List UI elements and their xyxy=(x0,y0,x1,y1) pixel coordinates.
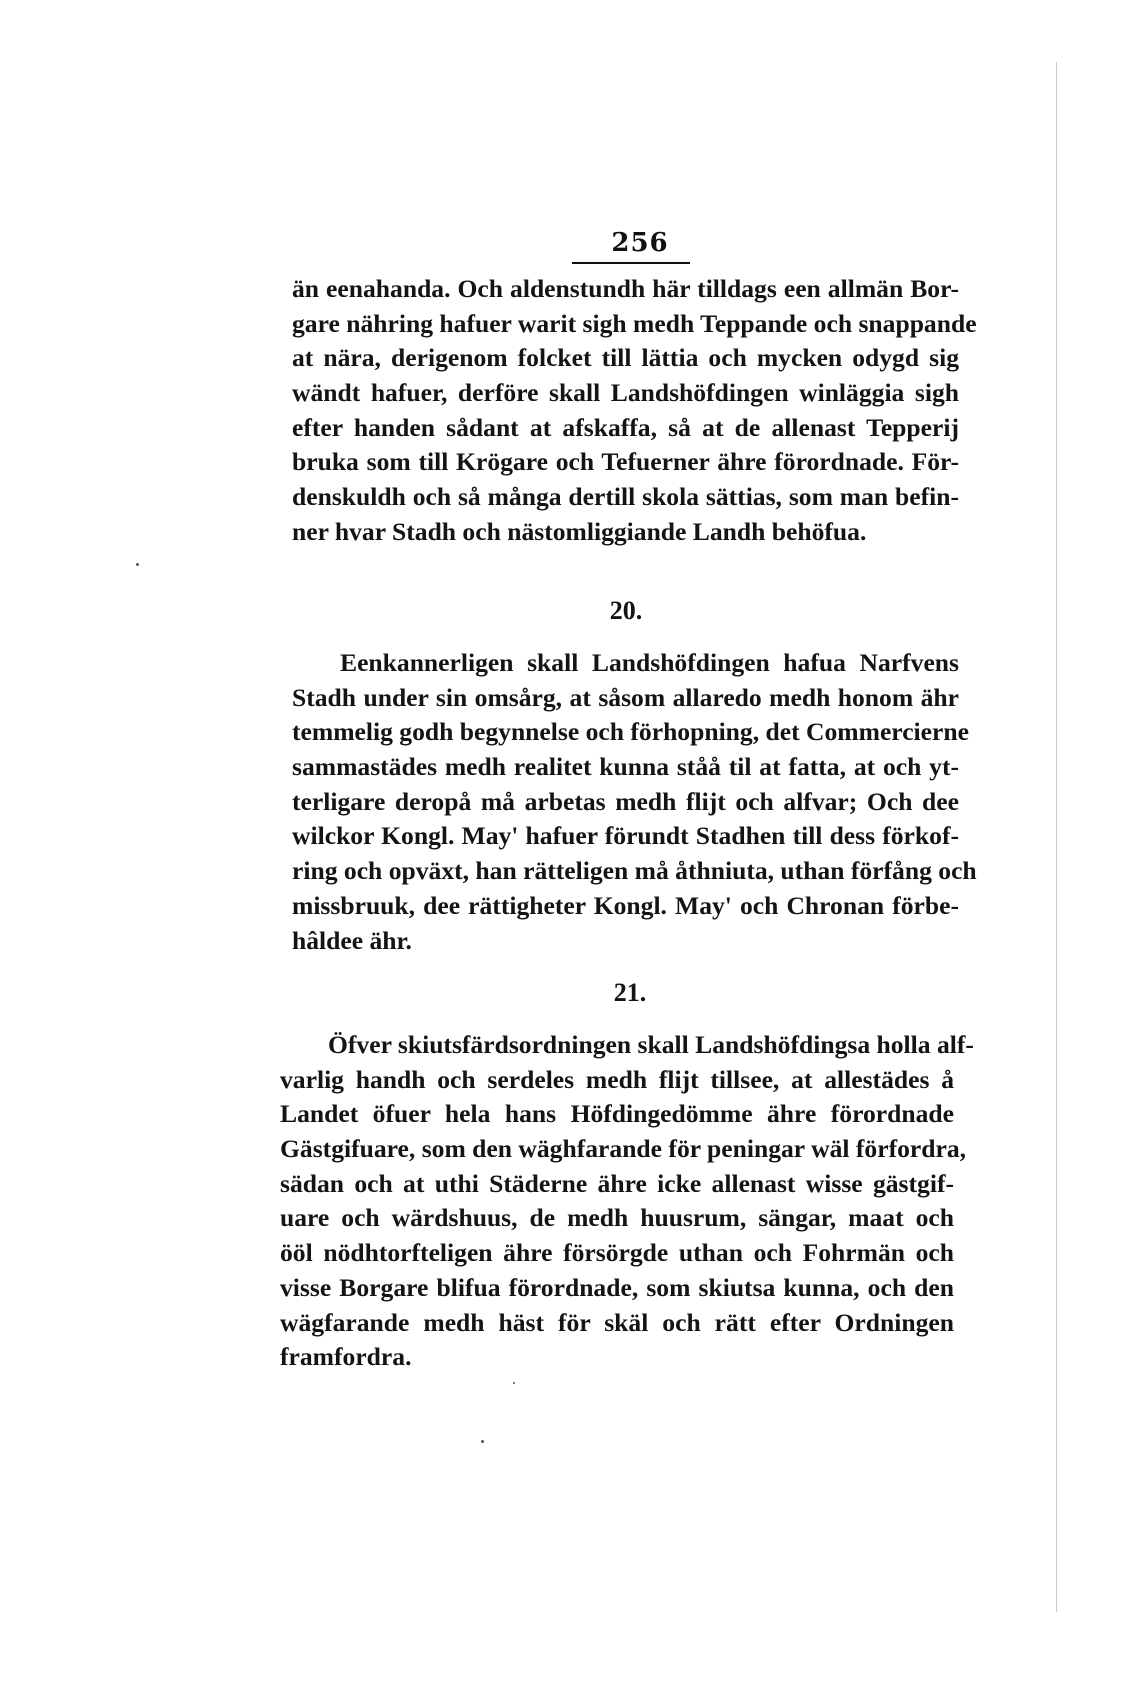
text-line: wändt hafuer, derföre skall Landshöfdingen winläggia sigh xyxy=(292,378,959,408)
text-line: bruka som till Krögare och Tefuerner ähre förordnade. För- xyxy=(292,447,959,477)
text-line: efter handen sådant at afskaffa, så at de allenast Tepperij xyxy=(292,412,959,442)
page-number: 256 xyxy=(611,228,669,258)
page-edge-line xyxy=(1056,62,1057,1612)
continuation-paragraph xyxy=(292,272,977,550)
text-line: Öfver skiutsfärdsordningen skall Landshöfdingsa holla alf- xyxy=(328,1030,974,1059)
text-line: hâldee ähr. xyxy=(292,925,412,955)
text-line: än eenahanda. Och aldenstundh här tilldags een allmän Bor- xyxy=(292,274,959,303)
text-line: visse Borgare blifua förordnade, som skiutsa kunna, och den xyxy=(280,1272,954,1302)
section-20-paragraph xyxy=(292,646,977,958)
text-line: ner hvar Stadh och nästomliggiande Landh behöfua. xyxy=(292,516,867,546)
text-line: framfordra. xyxy=(280,1342,412,1372)
text-line: varlig handh och serdeles medh flijt tillsee, at allestädes å xyxy=(280,1064,954,1094)
scan-speck xyxy=(136,563,139,566)
scan-speck xyxy=(513,1382,515,1384)
section-number-21: 21. xyxy=(613,978,647,1007)
text-line: terligare deropå må arbetas medh flijt och alfvar; Och dee xyxy=(292,786,959,816)
text-line: uare och wärdshuus, de medh huusrum, sängar, maat och xyxy=(280,1203,954,1233)
text-line: at nära, derigenom folcket till lättia och mycken odygd sig xyxy=(292,343,959,373)
scan-speck xyxy=(481,1440,484,1443)
text-line: sädan och at uthi Städerne ähre icke allenast wisse gästgif- xyxy=(280,1168,954,1198)
text-line: Stadh under sin omsårg, at såsom allaredo medh honom ähr xyxy=(292,682,959,712)
text-line: Gästgifuare, som den wäghfarande för peningar wäl förfordra, xyxy=(280,1134,967,1164)
text-line: wilckor Kongl. May' hafuer förundt Stadhen till dess förkof- xyxy=(292,821,959,851)
text-line: ööl nödhtorfteligen ähre försörgde uthan och Fohrmän och xyxy=(280,1238,954,1268)
text-line: gare nähring hafuer warit sigh medh Teppande och snappande xyxy=(292,308,977,338)
section-21-paragraph xyxy=(280,1028,974,1375)
text-line: missbruuk, dee rättigheter Kongl. May' och Chronan förbe- xyxy=(292,890,959,920)
text-line: denskuldh och så många dertill skola sättias, som man befin- xyxy=(292,482,959,512)
text-line: Landet öfuer hela hans Höfdingedömme ähre förordnade xyxy=(280,1099,954,1129)
text-line: Eenkannerligen skall Landshöfdingen hafua Narfvens xyxy=(340,648,959,677)
text-line: wägfarande medh häst för skäl och rätt efter Ordningen xyxy=(280,1307,954,1337)
header-rule xyxy=(572,262,690,264)
text-line: sammastädes medh realitet kunna ståå til at fatta, at och yt- xyxy=(292,752,959,782)
section-number-20: 20. xyxy=(609,596,643,625)
text-line: temmelig godh begynnelse och förhopning, det Commercierne xyxy=(292,717,969,747)
text-line: ring och opväxt, han rätteligen må åthniuta, uthan förfång och xyxy=(292,856,977,886)
